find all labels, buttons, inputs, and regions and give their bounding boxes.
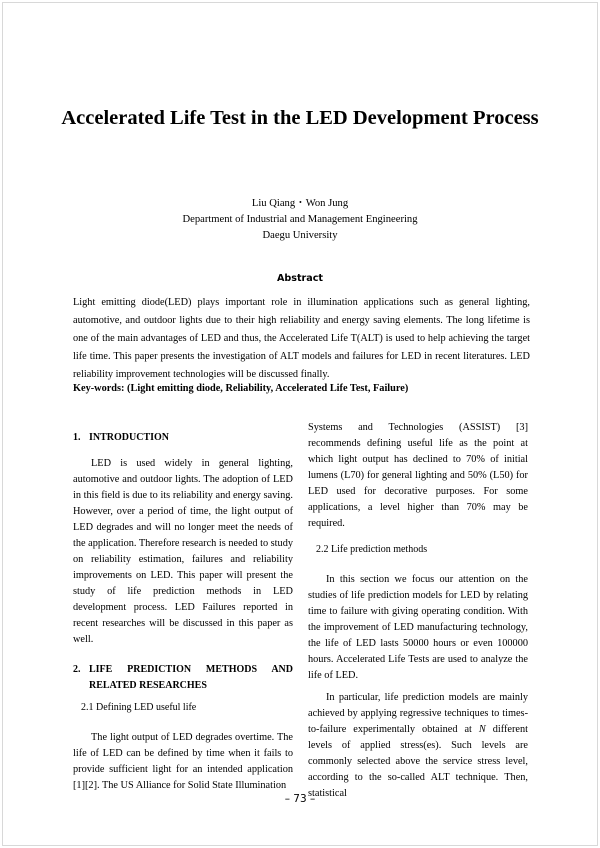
author-affiliation: Department of Industrial and Management Engineering bbox=[182, 214, 418, 225]
assist-paragraph: Systems and Technologies (ASSIST) [3] recommends defining useful life as the point at which light output has declined to 70% of initial lumens (L70) for general lighting and 50% (L50) for LED used for decorative purposes. For some applications, a level higher than 70% may be required. bbox=[308, 422, 528, 529]
page-number: – 73 – bbox=[284, 793, 316, 805]
para-b-italic-n: N bbox=[478, 724, 486, 735]
section-1-heading bbox=[73, 430, 293, 446]
para-b-text-2: different levels of applied stress(es). Such levels are commonly selected above the service stress level, according to the so-called ALT technique. Then, statistical bbox=[308, 724, 528, 799]
author-names: Liu Qiang・Won Jung bbox=[251, 198, 349, 209]
left-column bbox=[73, 430, 293, 794]
subsection-2-2-paragraph-b bbox=[308, 690, 528, 802]
section-2-title: LIFE PREDICTION METHODS AND RELATED RESEARCHES bbox=[89, 664, 293, 691]
abstract-text: Light emitting diode(LED) plays important role in illumination applications such as general lighting, automotive, and outdoor lights due to their high reliability and energy saving elements. The long lifetime is one of the main advantages of LED and thus, the Accelerated Life T(ALT) is used to help achieving the target life time. This paper presents the investigation of ALT models and failures for LED in recent literatures. LED reliability improvement technologies will be discussed finally. bbox=[73, 297, 530, 380]
subsection-2-2-paragraph-a: In this section we focus our attention on the studies of life prediction models for LED by relating time to failure with giving operating condition. With the improvement of LED manufacturing technology, the life of LED lasts 50000 hours or even 100000 hours. Accelerated Life Tests are used to analyze the life of LED. bbox=[308, 574, 528, 681]
paper-title: Accelerated Life Test in the LED Development Process bbox=[61, 107, 539, 129]
subsection-2-1-heading: 2.1 Defining LED useful life bbox=[81, 702, 197, 713]
section-1-title: INTRODUCTION bbox=[89, 432, 170, 443]
para-b-text-1: In particular, life prediction models are mainly achieved by applying regressive techniques to times-to-failure experimentally obtained at bbox=[308, 692, 528, 735]
section-1-number: 1. bbox=[73, 432, 81, 443]
keywords: Key-words: (Light emitting diode, Reliability, Accelerated Life Test, Failure) bbox=[73, 383, 409, 394]
abstract-heading: Abstract bbox=[276, 273, 324, 284]
subsection-2-2-heading: 2.2 Life prediction methods bbox=[316, 544, 428, 555]
author-block bbox=[0, 196, 600, 244]
right-column bbox=[308, 420, 528, 802]
section-2-number: 2. bbox=[73, 664, 81, 675]
intro-paragraph: LED is used widely in general lighting, automotive and outdoor lights. The adoption of LED in this field is due to its reliability and energy saving. However, over a period of time, the light output of LED degrades and will no longer meet the needs of the application. Therefore research is needed to study on reliability estimation, failures and reliability improvements on LED. This paper will present the study of life prediction methods in LED development process. LED Failures reported in recent researches will be discussed in this paper as well. bbox=[73, 458, 293, 645]
section-2-heading bbox=[73, 662, 293, 694]
subsection-2-1-paragraph: The light output of LED degrades overtime. The life of LED can be defined by time when it fails to provide sufficient light for an intended application [1][2]. The US Alliance for Solid State Illumination bbox=[73, 732, 293, 791]
author-university: Daegu University bbox=[262, 230, 338, 241]
